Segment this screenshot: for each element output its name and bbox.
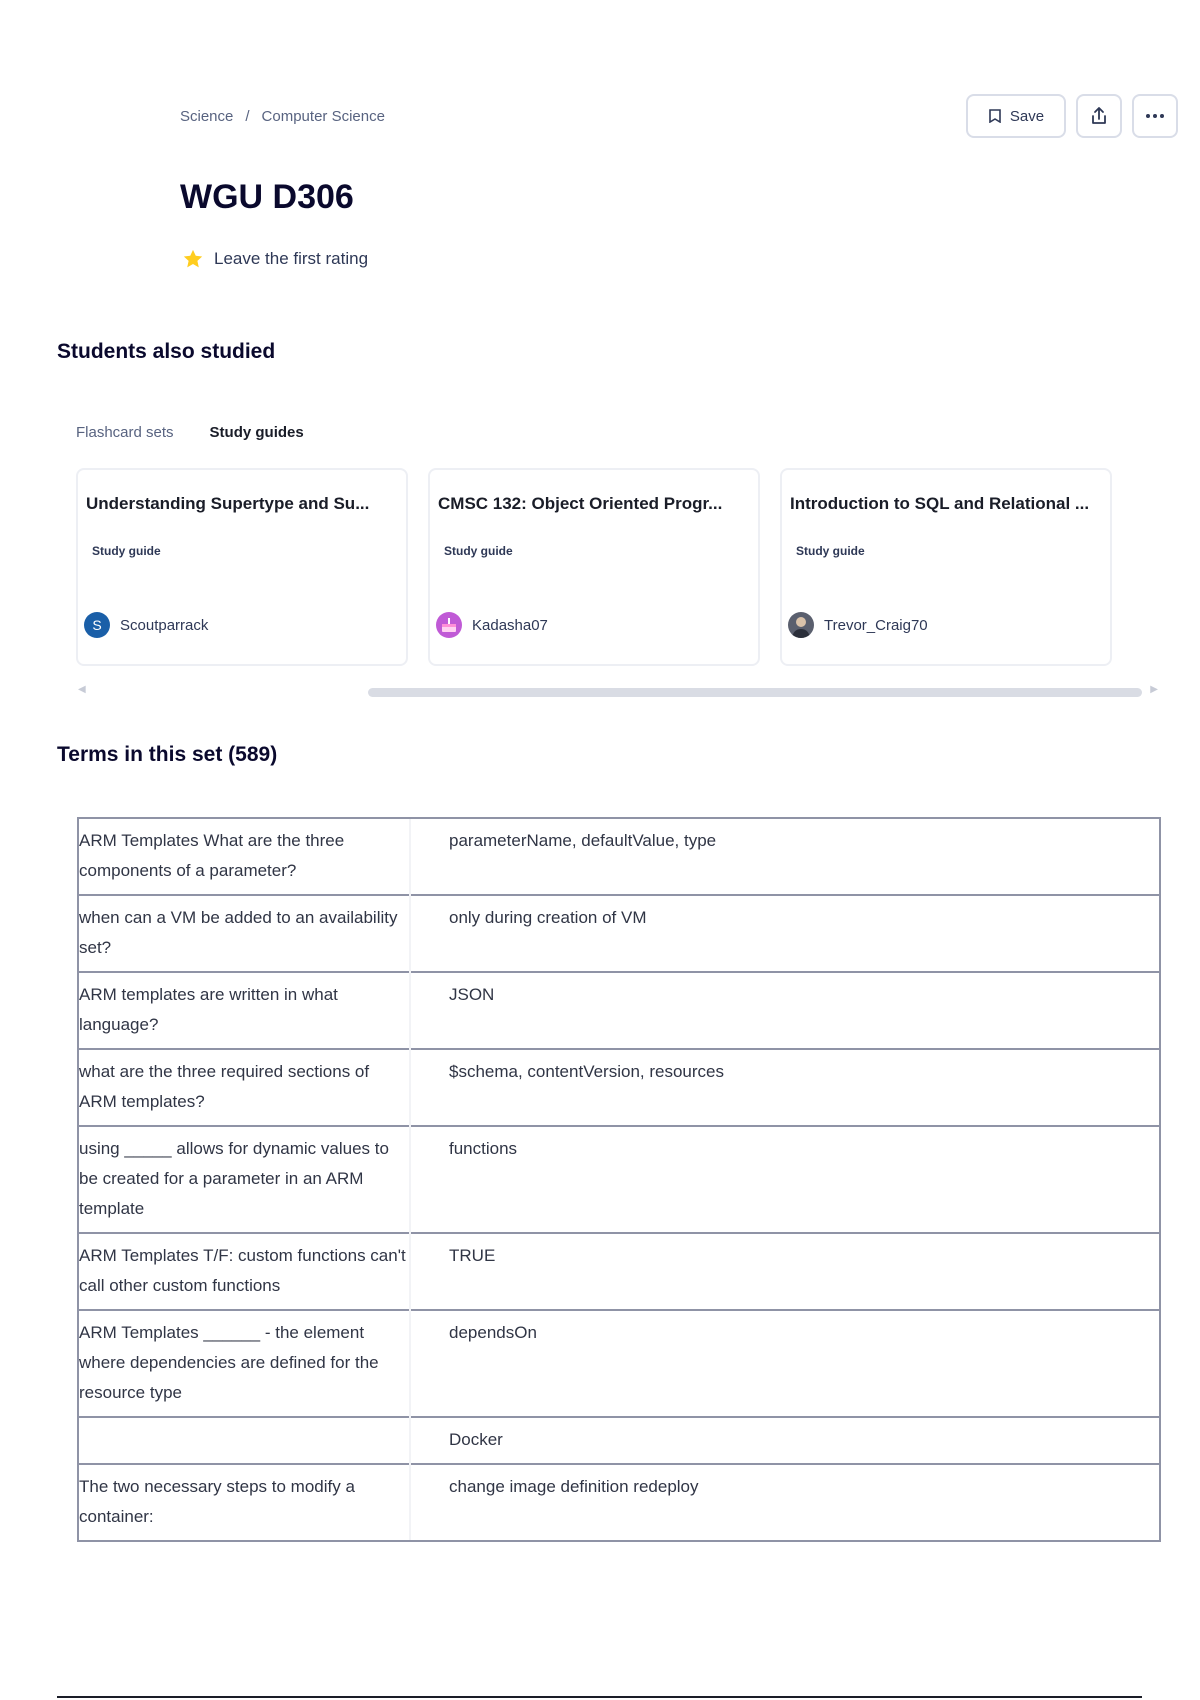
table-row [78,1417,1160,1464]
terms-heading: Terms in this set (589) [57,743,278,766]
definition-cell: Docker [410,1417,1160,1464]
table-row [78,1233,1160,1310]
page-title: WGU D306 [180,178,354,216]
tab-study-guides[interactable]: Study guides [209,424,304,441]
study-card[interactable] [76,468,408,666]
top-actions [966,94,1178,138]
definition-cell: dependsOn [410,1310,1160,1417]
bookmark-icon [988,109,1002,123]
term-cell: ARM templates are written in what language? [78,972,410,1049]
table-row [78,895,1160,972]
carousel-scrollbar[interactable] [76,686,1160,698]
scroll-right-icon[interactable]: ▶ [1150,684,1158,695]
term-cell: ARM Templates ______ - the element where dependencies are defined for the resource type [78,1310,410,1417]
breadcrumb-separator: / [245,108,250,125]
card-author[interactable] [788,612,928,638]
definition-cell: $schema, contentVersion, resources [410,1049,1160,1126]
card-type: Study guide [444,544,513,558]
footer-divider [57,1696,1142,1698]
card-author-name: Scoutparrack [120,616,209,634]
save-button[interactable] [966,94,1066,138]
term-cell: ARM Templates What are the three components of a parameter? [78,818,410,895]
terms-table [77,817,1161,1542]
term-cell: The two necessary steps to modify a container: [78,1464,410,1541]
star-icon [182,248,204,270]
term-cell: when can a VM be added to an availability set? [78,895,410,972]
definition-cell: JSON [410,972,1160,1049]
study-tabs [76,424,304,441]
students-also-studied-heading: Students also studied [57,340,276,363]
card-author[interactable] [436,612,548,638]
share-button[interactable] [1076,94,1122,138]
person-avatar-icon [788,612,814,638]
breadcrumb [180,108,385,125]
study-card[interactable] [428,468,760,666]
cake-avatar-icon [436,612,462,638]
study-card[interactable] [780,468,1112,666]
term-cell: what are the three required sections of ARM templates? [78,1049,410,1126]
table-row [78,1464,1160,1541]
card-author-name: Trevor_Craig70 [824,616,928,634]
scroll-thumb[interactable] [368,688,1142,697]
study-cards-carousel [76,468,1160,668]
card-type: Study guide [92,544,161,558]
rating-link[interactable] [182,248,368,270]
card-title: Introduction to SQL and Relational ... [790,494,1090,513]
card-author-name: Kadasha07 [472,616,548,634]
term-cell: using _____ allows for dynamic values to be created for a parameter in an ARM template [78,1126,410,1233]
card-title: Understanding Supertype and Su... [86,494,370,513]
avatar [788,612,814,638]
term-cell: ARM Templates T/F: custom functions can't call other custom functions [78,1233,410,1310]
breadcrumb-item-computer-science[interactable]: Computer Science [261,108,385,125]
more-icon [1145,113,1165,119]
tab-flashcard-sets[interactable]: Flashcard sets [76,424,174,441]
definition-cell: parameterName, defaultValue, type [410,818,1160,895]
table-row [78,818,1160,895]
card-title: CMSC 132: Object Oriented Progr... [438,494,723,513]
avatar: S [84,612,110,638]
avatar [436,612,462,638]
breadcrumb-item-science[interactable]: Science [180,108,234,125]
table-row [78,1126,1160,1233]
table-row [78,972,1160,1049]
save-button-label: Save [1009,107,1045,125]
table-row [78,1310,1160,1417]
card-author[interactable] [84,612,208,638]
more-options-button[interactable] [1132,94,1178,138]
rating-label: Leave the first rating [214,249,369,268]
definition-cell: functions [410,1126,1160,1233]
definition-cell: change image definition redeploy [410,1464,1160,1541]
definition-cell: TRUE [410,1233,1160,1310]
card-type: Study guide [796,544,865,558]
term-cell [78,1417,410,1464]
share-icon [1089,106,1109,126]
scroll-left-icon[interactable]: ◀ [78,684,86,695]
table-row [78,1049,1160,1126]
definition-cell: only during creation of VM [410,895,1160,972]
